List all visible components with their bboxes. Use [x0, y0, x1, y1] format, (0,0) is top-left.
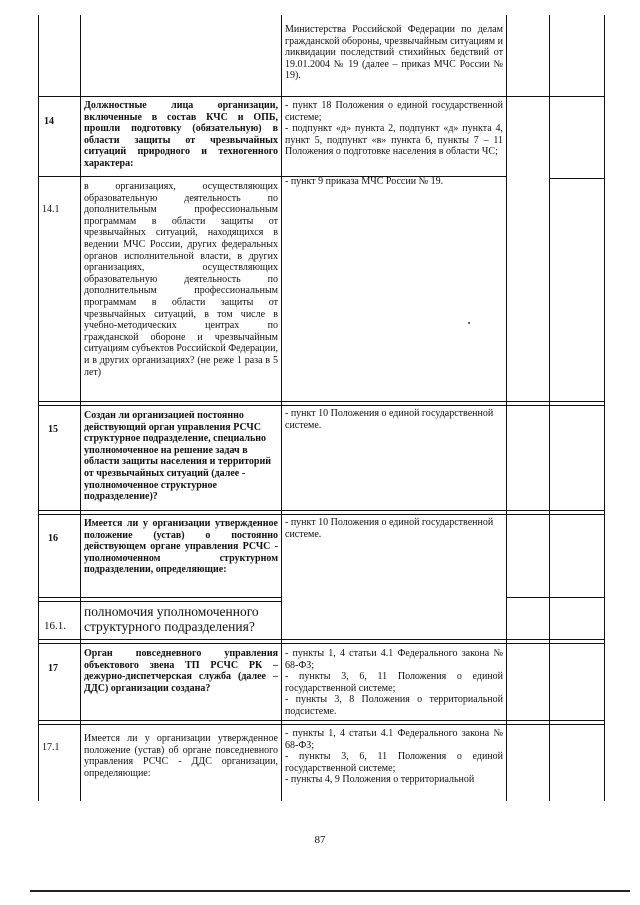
scan-edge-line [30, 890, 630, 892]
normative-reference-cell: - пункты 1, 4 статьи 4.1 Федерального закона № 68-ФЗ; - пункты 3, 6, 11 Положения о единой государственной системе; - пункты 4, 9 Положения о территориальной [285, 728, 503, 786]
normative-reference-cell: - пункты 1, 4 статьи 4.1 Федерального закона № 68-ФЗ; - пункты 3, 6, 11 Положения о единой государственной системе; - пункты 3, 8 Положения о территориальной подсистеме. [285, 648, 503, 717]
question-cell: Должностные лица организации, включенные в состав КЧС и ОПБ, прошли подготовку (обязательную) в области защиты от чрезвычайных ситуаций природного и техногенного характера: [84, 100, 278, 169]
row-border [506, 597, 604, 598]
column-divider-3 [506, 15, 507, 801]
question-cell: Имеется ли у организации утвержденное положение (устав) о постоянно действующем органе управления РСЧС - уполномоченном структурном подразделении, определяющие: [84, 518, 278, 576]
question-cell: в организациях, осуществляющих образовательную деятельность по дополнительным профессиональным программам в области защиты от чрезвычайных ситуаций, находящихся в ведении МЧС России, других федеральных органов исполнительной власти, в других организациях, осуществляющих образовательную деятельность по дополнительным профессиональным программам в области защиты от чрезвычайных ситуаций, в том числе в учебно-методических центрах по гражданской обороне и чрезвычайным ситуациям субъектов Российской Федерации, и в других организациях? (не реже 1 раза в 5 лет) [84, 181, 278, 378]
row-border [38, 510, 604, 511]
normative-reference-cell: - пункт 18 Положения о единой государственной системе; - подпункт «д» пункта 2, подпункт «д» пункта 4, пункт 5, подпункт «в» пункта 6, пункты 7 – 11 Положения о подготовке населения в области ЧС; [285, 100, 503, 158]
row-border [38, 597, 282, 598]
page-number: 87 [314, 834, 326, 846]
row-number: 14.1 [42, 204, 60, 215]
table-border-left [38, 15, 39, 801]
question-cell: Создан ли организацией постоянно действующий орган управления РСЧС структурное подразделение, специально уполномоченное на решение задач в области защиты населения и территорий от чрезвычайных ситуаций (далее - уполномоченное структурное подразделение)? [84, 410, 272, 503]
scan-speck [468, 322, 470, 324]
question-cell: полномочия уполномоченного структурного подразделения? [84, 604, 259, 634]
normative-reference-cell: - пункт 10 Положения о единой государственной системе. [285, 408, 494, 431]
column-divider-1 [80, 15, 81, 801]
table-border-right [604, 15, 605, 801]
row-number: 17.1 [42, 742, 60, 753]
normative-reference-cell: - пункт 10 Положения о единой государственной системе. [285, 517, 494, 540]
column-divider-2 [281, 15, 282, 801]
row-number: 16.1. [44, 620, 66, 632]
row-border [549, 178, 604, 179]
row-border [38, 601, 282, 602]
row-border [38, 405, 604, 406]
normative-reference-cell: Министерства Российской Федерации по делам гражданской обороны, чрезвычайным ситуациям и ликвидации последствий стихийных бедствий от 19.01.2004 № 19 (далее – приказ МЧС России № 19). [285, 24, 503, 82]
row-border [38, 720, 604, 721]
column-divider-4 [549, 15, 550, 801]
question-cell: Орган повседневного управления объектового звена ТП РСЧС РК – дежурно-диспетчерская служба (далее – ДДС) организации создана? [84, 648, 278, 694]
row-border [38, 643, 604, 644]
row-border [38, 514, 604, 515]
row-border [38, 639, 604, 640]
row-border [38, 96, 604, 97]
row-border [38, 176, 282, 177]
question-cell: Имеется ли у организации утвержденное положение (устав) об органе повседневного управления РСЧС - ДДС организации, определяющие: [84, 733, 278, 779]
row-border [38, 401, 604, 402]
row-number: 17 [48, 663, 58, 674]
row-number: 14 [44, 116, 54, 127]
normative-reference-cell: - пункт 9 приказа МЧС России № 19. [285, 176, 444, 187]
row-border [38, 724, 604, 725]
row-number: 16 [48, 533, 58, 544]
row-number: 15 [48, 424, 58, 435]
